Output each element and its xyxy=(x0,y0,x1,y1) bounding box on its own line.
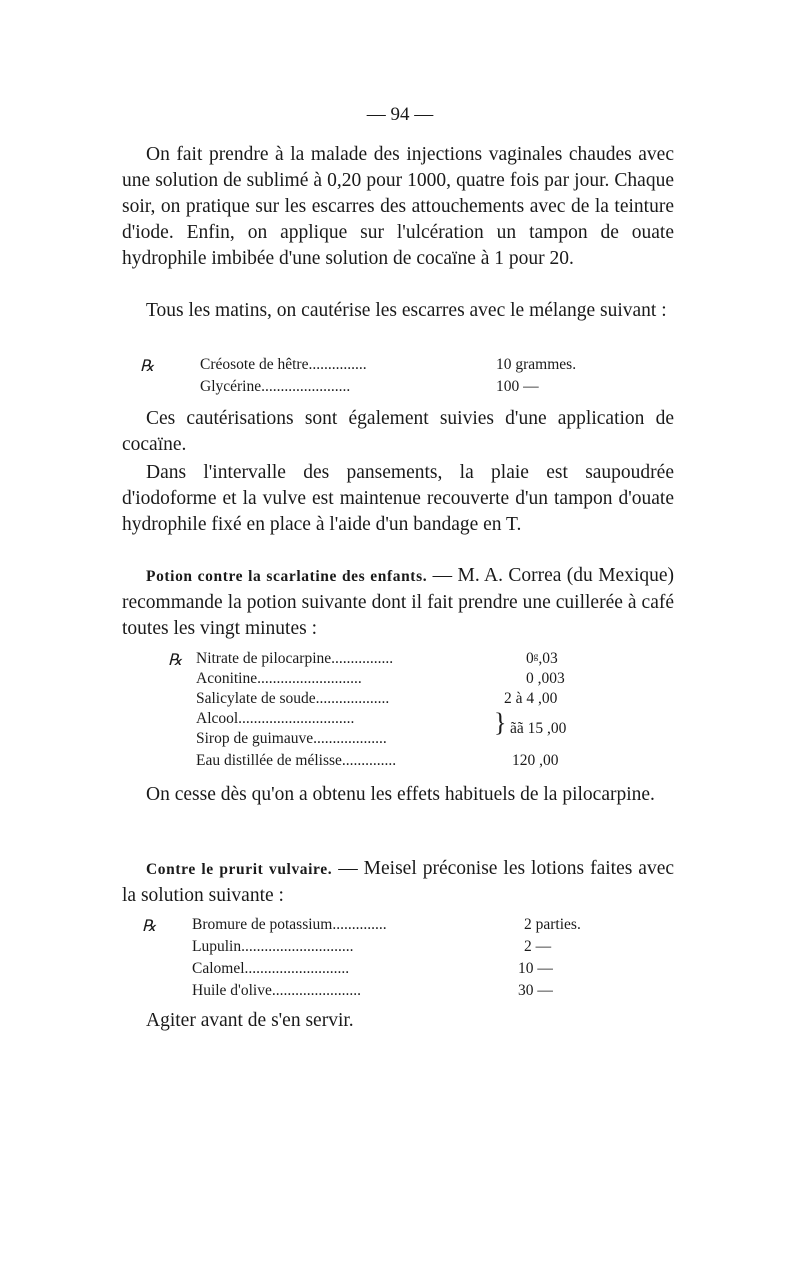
ingredient-name: Aconitine........................... xyxy=(196,670,362,687)
page-number: — 94 — xyxy=(366,104,434,125)
section-body: — M. A. Correa (du Mexique) recommande la potion suivante dont il fait prendre une cuillerée à café toutes les vingt minutes : xyxy=(122,565,675,639)
ingredient-quantity: 0 ,003 xyxy=(526,670,565,687)
paragraph-agiter xyxy=(122,1008,674,1034)
brace-symbol: } xyxy=(494,708,507,737)
ingredient-quantity: 10 — xyxy=(518,960,553,977)
section-scarlatine xyxy=(122,563,674,642)
paragraph-cocaine xyxy=(122,406,674,458)
paragraph-text: On fait prendre à la malade des injections vaginales chaudes avec une solution de sublimé à 0,20 pour 1000, quatre fois par jour. Chaque soir, on pratique sur les escarres des attouchements avec de la teinture d'iode. Enfin, on applique sur l'ulcération un tampon de ouate hydrophile imbibée d'une solution de cocaïne à 1 pour 20. xyxy=(122,144,674,269)
ingredient-quantity: 2 — xyxy=(524,938,552,955)
ingredient-quantity: 2 parties. xyxy=(524,916,581,933)
ingredient-name: Bromure de potassium.............. xyxy=(192,916,387,933)
recipe-symbol-icon: ℞ xyxy=(142,918,157,935)
paragraph-pilocarpine xyxy=(122,782,674,808)
prescription-pilocarpine xyxy=(168,650,638,776)
paragraph-text: Tous les matins, on cautérise les escarres avec le mélange suivant : xyxy=(146,300,667,321)
paragraph-text xyxy=(122,563,674,642)
prescription-creosote xyxy=(140,356,620,404)
ingredient-quantity: 120 ,00 xyxy=(512,752,559,769)
section-heading: Contre le prurit vulvaire. xyxy=(146,861,333,878)
paragraph-text: Dans l'intervalle des pansements, la plaie est saupoudrée d'iodoforme et la vulve est maintenue recouverte d'un tampon d'ouate hydrophile fixé en place à l'aide d'un bandage en T. xyxy=(122,462,674,535)
ingredient-name: Alcool.............................. xyxy=(196,710,355,727)
recipe-symbol-icon: ℞ xyxy=(168,652,183,669)
ingredient-quantity: 30 — xyxy=(518,982,553,999)
paragraph-text: On cesse dès qu'on a obtenu les effets habituels de la pilocarpine. xyxy=(146,784,655,805)
paragraph-iodoforme xyxy=(122,460,674,538)
ingredient-name: Eau distillée de mélisse.............. xyxy=(196,752,397,769)
ingredient-name: Lupulin............................. xyxy=(192,938,354,955)
section-body: — Meisel préconise les lotions faites avec la solution suivante : xyxy=(122,858,675,906)
ingredient-quantity: 0ᵍ,03 xyxy=(526,650,558,667)
paragraph-text: Agiter avant de s'en servir. xyxy=(146,1010,354,1031)
ingredient-name: Calomel........................... xyxy=(192,960,350,977)
ingredient-quantity: 2 à 4 ,00 xyxy=(504,690,558,707)
recipe-symbol-icon: ℞ xyxy=(140,358,155,375)
section-heading: Potion contre la scarlatine des enfants. xyxy=(146,568,428,585)
ingredient-name: Glycérine....................... xyxy=(200,378,351,395)
ingredient-quantity: 10 grammes. xyxy=(496,356,577,373)
shared-quantity: ãã 15 ,00 xyxy=(510,720,567,737)
section-prurit xyxy=(122,856,674,909)
ingredient-name: Salicylate de soude................... xyxy=(196,690,390,707)
paragraph-cauterise xyxy=(122,298,674,324)
ingredient-name: Nitrate de pilocarpine................ xyxy=(196,650,394,667)
prescription-bromure xyxy=(142,916,612,1006)
ingredient-name: Créosote de hêtre............... xyxy=(200,356,367,373)
ingredient-quantity: 100 — xyxy=(496,378,539,395)
ingredient-name: Sirop de guimauve................... xyxy=(196,730,387,747)
paragraph-text xyxy=(122,856,674,909)
ingredient-name: Huile d'olive....................... xyxy=(192,982,361,999)
paragraph-injections xyxy=(122,142,674,272)
paragraph-text: Ces cautérisations sont également suivies d'une application de cocaïne. xyxy=(122,408,674,455)
